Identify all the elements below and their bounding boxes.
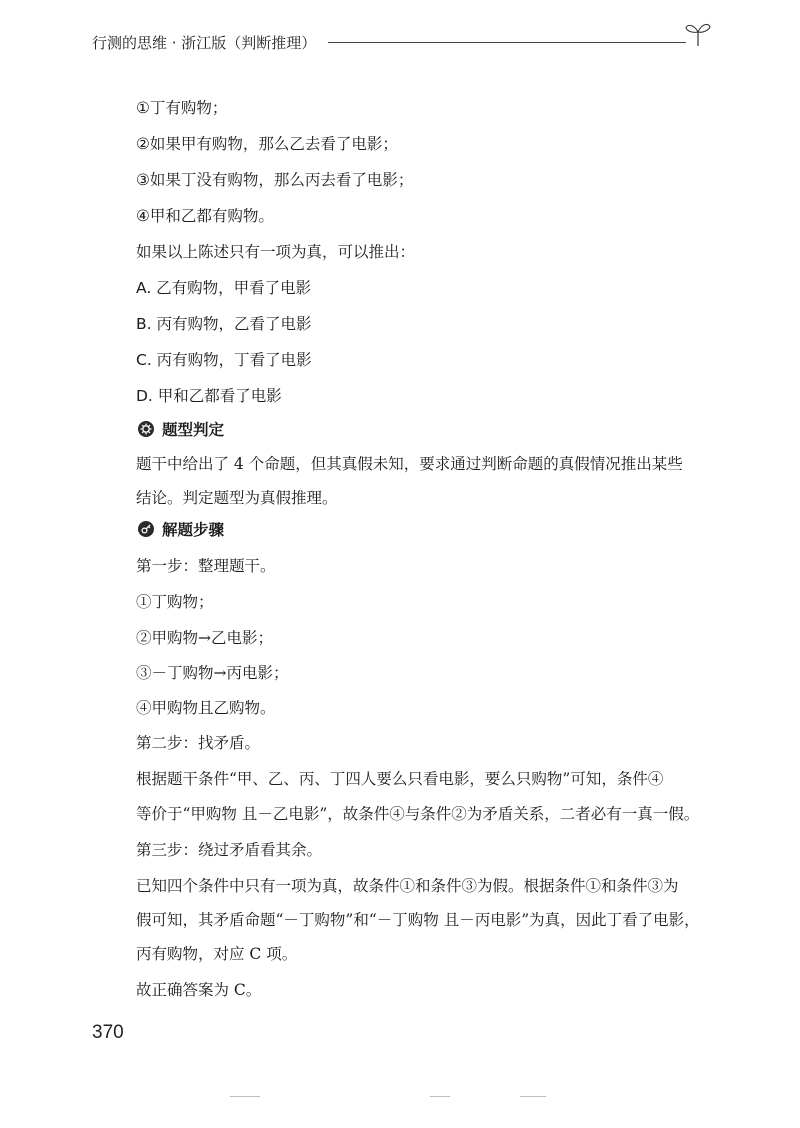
steps-section-heading bbox=[138, 518, 224, 540]
type-line-2: 结论。判定题型为真假推理。 bbox=[136, 489, 338, 507]
condition-3: ③如果丁没有购物，那么丙去看了电影； bbox=[136, 171, 414, 189]
header-rule bbox=[328, 42, 686, 43]
formal-4: ④甲购物且乙购物。 bbox=[136, 699, 276, 717]
condition-1: ①丁有购物； bbox=[136, 99, 228, 117]
formal-3: ③－丁购物→丙电影； bbox=[136, 664, 289, 682]
option-c: C. 丙有购物，丁看了电影 bbox=[136, 351, 312, 369]
scan-artifact bbox=[520, 1096, 546, 1097]
step-2-title: 第二步：找矛盾。 bbox=[136, 734, 261, 752]
running-header bbox=[92, 30, 712, 54]
step-3-line-1: 已知四个条件中只有一项为真，故条件①和条件③为假。根据条件①和条件③为 bbox=[136, 877, 679, 895]
step-3-line-3: 丙有购物，对应 C 项。 bbox=[136, 945, 298, 963]
answer-line: 故正确答案为 C。 bbox=[136, 981, 262, 999]
sprout-icon bbox=[684, 18, 712, 48]
step-1-title: 第一步：整理题干。 bbox=[136, 557, 276, 575]
key-icon bbox=[138, 521, 154, 537]
scan-artifact bbox=[230, 1096, 260, 1097]
step-3-title: 第三步：绕过矛盾看其余。 bbox=[136, 841, 323, 859]
type-section-title: 题型判定 bbox=[162, 421, 225, 439]
formal-1: ①丁购物； bbox=[136, 593, 214, 611]
condition-4: ④甲和乙都有购物。 bbox=[136, 207, 274, 225]
scan-artifact bbox=[430, 1096, 450, 1097]
header-title: 行测的思维 · 浙江版（判断推理） bbox=[92, 34, 317, 52]
option-d: D. 甲和乙都看了电影 bbox=[136, 387, 282, 405]
step-2-line-1: 根据题干条件“甲、乙、丙、丁四人要么只看电影，要么只购物”可知，条件④ bbox=[136, 770, 664, 788]
option-a: A. 乙有购物，甲看了电影 bbox=[136, 279, 312, 297]
option-b: B. 丙有购物，乙看了电影 bbox=[136, 315, 312, 333]
type-line-1: 题干中给出了 4 个命题，但其真假未知，要求通过判断命题的真假情况推出某些 bbox=[136, 455, 683, 473]
steps-section-title: 解题步骤 bbox=[162, 521, 225, 539]
step-3-line-2: 假可知，其矛盾命题“－丁购物”和“－丁购物 且－丙电影”为真，因此丁看了电影， bbox=[136, 911, 700, 929]
gear-icon bbox=[138, 421, 154, 437]
step-2-line-2: 等价于“甲购物 且－乙电影”，故条件④与条件②为矛盾关系，二者必有一真一假。 bbox=[136, 805, 700, 823]
page-number: 370 bbox=[92, 1022, 124, 1043]
type-section-heading bbox=[138, 418, 224, 440]
question-stem: 如果以上陈述只有一项为真，可以推出： bbox=[136, 243, 416, 261]
condition-2: ②如果甲有购物，那么乙去看了电影； bbox=[136, 135, 398, 153]
formal-2: ②甲购物→乙电影； bbox=[136, 629, 273, 647]
